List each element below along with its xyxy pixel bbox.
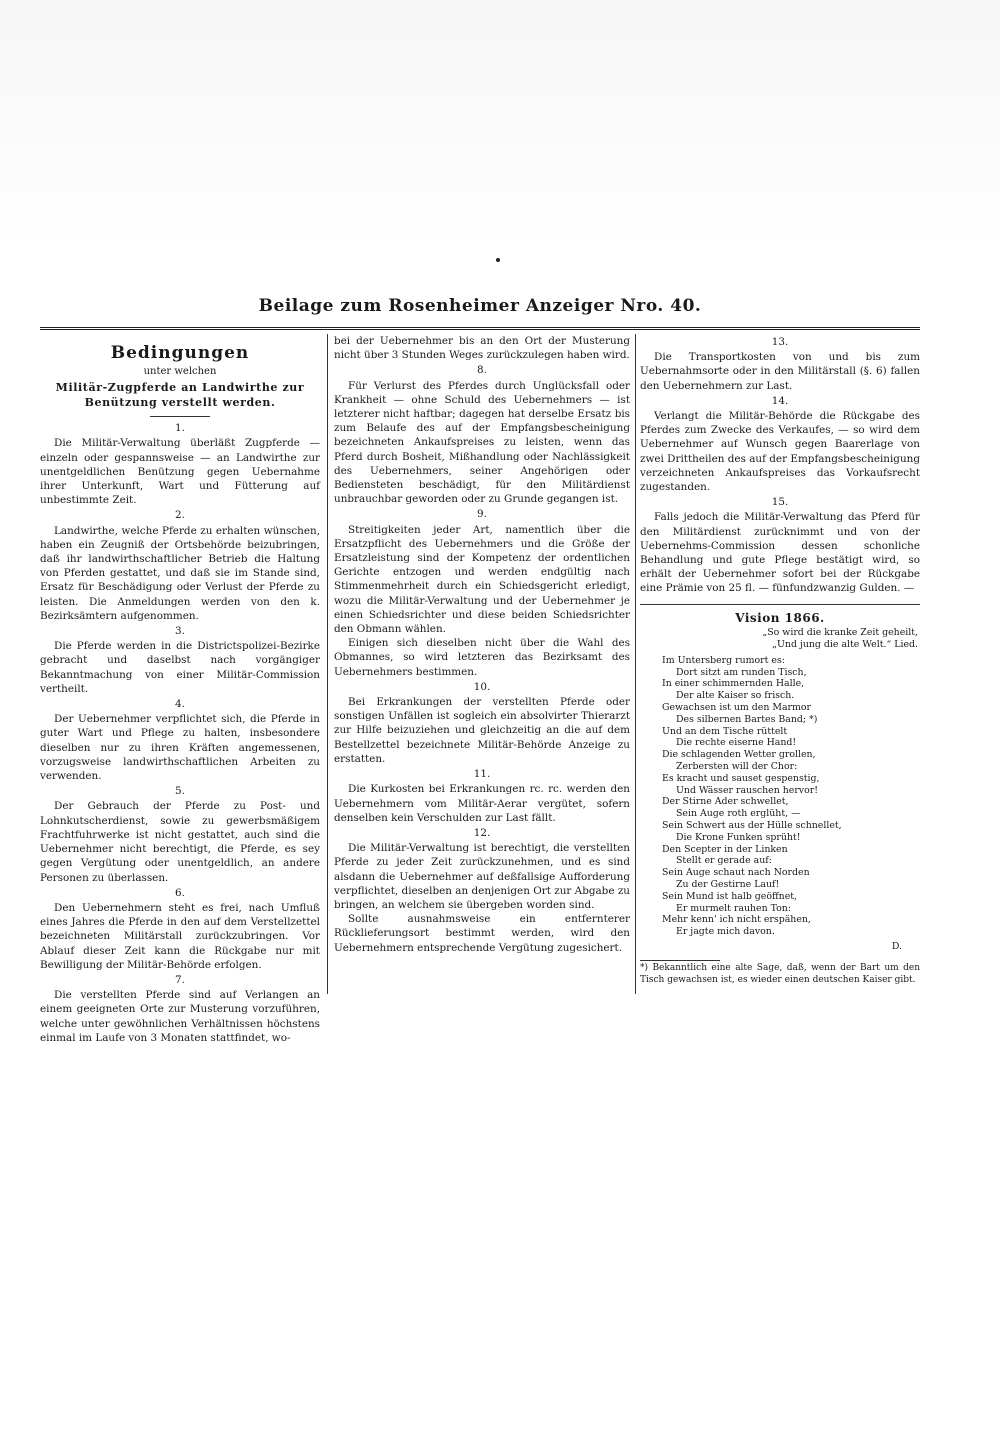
- section-number: 7.: [175, 973, 185, 986]
- poem-line: Gewachsen ist um den Marmor: [662, 702, 812, 714]
- section-text: Verlangt die Militär-Behörde die Rückgabe des Pferdes zum Zwecke des Verkaufes, — so wird dem Uebernehmer auf Wunsch gegen Baarerlage von zwei Drittheilen des auf der Empfangsbescheinigung verzeichneten Ankaufspreises das Vorkaufsrecht zugestanden.: [640, 410, 920, 494]
- poem-line: Und an dem Tische rüttelt: [662, 725, 788, 737]
- section-number: 4.: [175, 698, 185, 711]
- poem-line: Der alte Kaiser so frisch.: [676, 690, 795, 702]
- poem-line: Sein Auge roth erglüht, —: [676, 808, 801, 820]
- section-text: Den Uebernehmern steht es frei, nach Umfluß eines Jahres die Pferde in den auf dem Verstellzettel bezeichneten Militärstall zurückzubringen. Vor Ablauf dieser Zeit kann die Rückgabe nur mit Bewilligung der Militär-Behörde erfolgen.: [40, 901, 320, 971]
- column-2: [334, 334, 630, 955]
- section-number: 3.: [175, 625, 185, 638]
- poem-line: Sein Auge schaut nach Norden: [662, 867, 810, 879]
- epigraph-line: „So wird die kranke Zeit geheilt,: [762, 626, 918, 638]
- section-text: Der Gebrauch der Pferde zu Post- und Lohnkutscherdienst, sowie zu gewerbsmäßigem Frachtfuhrwerke ist nicht gestattet, auch sind die Uebernehmer nicht berechtigt, die Pferde, es sey gegen Vergütung oder unentgeldlich, an andere Personen zu überlassen.: [40, 800, 320, 884]
- poem-line: Die rechte eiserne Hand!: [676, 737, 797, 749]
- poem-line: Die schlagenden Wetter grollen,: [662, 749, 816, 761]
- poem-line: Dort sitzt am runden Tisch,: [676, 666, 807, 678]
- poem: [640, 655, 920, 938]
- section-text: Die Pferde werden in die Districtspolizei-Bezirke gebracht und daselbst nach vorgängiger Bekanntmachung von einer Militär-Commission vertheilt.: [40, 640, 320, 695]
- section-text: Die verstellten Pferde sind auf Verlangen an einem geeigneten Orte zur Musterung vorzuführen, welche unter gewöhnlichen Verhältnissen höchstens einmal im Laufe von 3 Monaten stattfindet, wo-: [40, 989, 320, 1044]
- poem-line: Er jagte mich davon.: [676, 926, 775, 938]
- section-text: Die Militär-Verwaltung ist berechtigt, die verstellten Pferde zu jeder Zeit zurückzunehmen, und es sind alsdann die Uebernehmer auf deßfallsige Aufforderung verpflichtet, dieselben an denjenigen Ort zur Abgabe zu bringen, an welchem sie übergeben worden sind.: [334, 842, 630, 911]
- header-rule: [40, 327, 920, 330]
- section-text: Sollte ausnahmsweise ein entfernterer Rücklieferungsort bestimmt werden, wird den Uebernehmern entsprechende Vergütung zugesichert.: [334, 913, 630, 954]
- poem-line: Sein Mund ist halb geöffnet,: [662, 890, 797, 902]
- print-dot: [496, 258, 500, 262]
- column-divider: [327, 334, 328, 994]
- poem-line: Der Stirne Ader schwellet,: [662, 796, 789, 808]
- page-header: Beilage zum Rosenheimer Anzeiger Nro. 40.: [258, 296, 702, 316]
- conditions-subtitle: unter welchen: [143, 366, 217, 377]
- section-number: 9.: [477, 508, 487, 521]
- poem-line: Er murmelt rauhen Ton:: [676, 902, 791, 914]
- column-divider: [635, 334, 636, 994]
- section-number: 6.: [175, 886, 185, 899]
- section-text: Für Verlurst des Pferdes durch Unglücksfall oder Krankheit — ohne Schuld des Uebernehmers — ist letzterer nicht haftbar; dagegen hat derselbe Ersatz bis zum Belaufe des auf der Empfangsbescheinigung bezeichneten Ankaufspreises zu leisten, wenn das Pferd durch Bosheit, Mißhandlung oder Nachlässigkeit des Uebernehmers, seiner Angehörigen oder Bediensteten beschädigt, für den Militärdienst unbrauchbar geworden oder zu Grunde gegangen ist.: [334, 379, 630, 506]
- footnote: *) Bekanntlich eine alte Sage, daß, wenn der Bart um den Tisch gewachsen ist, es wieder einen deutschen Kaiser gibt.: [640, 963, 920, 985]
- poem-line: Mehr kenn' ich nicht erspähen,: [662, 914, 811, 926]
- short-divider: [150, 416, 210, 417]
- section-number: 2.: [175, 509, 185, 522]
- poem-line: Und Wässer rauschen hervor!: [676, 784, 818, 796]
- poem-line: Des silbernen Bartes Band; *): [676, 713, 818, 725]
- continued-text: bei der Uebernehmer bis an den Ort der Musterung nicht über 3 Stunden Weges zurückzulegen haben wird.: [334, 335, 630, 362]
- conditions-heading: Militär-Zugpferde an Landwirthe zur Benützung verstellt werden.: [55, 381, 305, 410]
- poem-line: Es kracht und sauset gespenstig,: [662, 772, 820, 784]
- section-number: 14.: [771, 394, 789, 407]
- column-1: [40, 334, 320, 1045]
- poem-line: In einer schimmernden Halle,: [662, 678, 805, 690]
- section-text: Streitigkeiten jeder Art, namentlich über die Ersatzpflicht des Uebernehmers und die Größe der Ersatzleistung sind der Kompetenz der ordentlichen Gerichte entzogen und werden endgültig nach Stimmenmehrheit durch ein Schiedsgericht erledigt, wozu die Militär-Verwaltung und der Uebernehmer je einen Schiedsrichter und diese beiden Schiedsrichter den Obmann wählen.: [334, 523, 630, 636]
- section-text: Die Transportkosten von und bis zum Uebernahmsorte oder in den Militärstall (§. 6) fallen den Uebernehmern zur Last.: [640, 351, 920, 392]
- section-number: 12.: [473, 826, 491, 839]
- page-bleed-area: [0, 0, 1000, 250]
- poem-signature: D.: [891, 940, 902, 952]
- poem-line: Stellt er gerade auf:: [676, 855, 772, 867]
- poem-line: Zu der Gestirne Lauf!: [676, 879, 780, 890]
- section-text: Die Militär-Verwaltung überläßt Zugpferde — einzeln oder gespannsweise — an Landwirthe zur unentgeldlichen Benützung gegen Uebernahme ihrer Unterkunft, Wart und Fütterung auf unbestimmte Zeit.: [40, 437, 320, 507]
- section-number: 15.: [771, 496, 789, 509]
- poem-divider: [640, 604, 920, 605]
- poem-line: Die Krone Funken sprüht!: [676, 831, 801, 843]
- poem-title: Vision 1866.: [735, 610, 825, 625]
- section-number: 11.: [473, 768, 491, 781]
- section-number: 1.: [175, 422, 185, 435]
- section-number: 13.: [771, 336, 789, 348]
- epigraph-line: „Und jung die alte Welt.“ Lied.: [772, 638, 918, 650]
- conditions-title: Bedingungen: [110, 343, 250, 363]
- poem-line: Den Scepter in der Linken: [662, 843, 788, 855]
- poem-line: Sein Schwert aus der Hülle schnellet,: [662, 820, 842, 832]
- section-number: 5.: [175, 785, 185, 798]
- section-text: Landwirthe, welche Pferde zu erhalten wünschen, haben ein Zeugniß der Ortsbehörde beizubringen, daß ihr landwirthschaftlicher Betrieb die Haltung von Pferden gestattet, und daß sie im Stande sind, Ersatz für Beschädigung oder Verlust der Pferde zu leisten. Die Anmeldungen werden von den k. Bezirksämtern aufgenommen.: [40, 524, 320, 622]
- section-text: Die Kurkosten bei Erkrankungen rc. rc. werden den Uebernehmern vom Militär-Aerar vergütet, sofern denselben kein Verschulden zur Last fällt.: [334, 783, 630, 824]
- poem-line: Zerbersten will der Chor:: [676, 761, 798, 773]
- section-text: Bei Erkrankungen der verstellten Pferde oder sonstigen Unfällen ist sogleich ein absolvirter Thierarzt zur Hilfe beizuziehen und gleichzeitig an die auf dem Bestellzettel bezeichnete Militär-Behörde Anzeige zu erstatten.: [334, 696, 630, 765]
- section-number: 10.: [473, 680, 491, 693]
- section-text: Falls jedoch die Militär-Verwaltung das Pferd für den Militärdienst zurücknimmt und von der Uebernehms-Commission dessen schonliche Behandlung und gute Pflege bestätigt wird, so erhält der Uebernehmer sofort bei der Rückgabe eine Prämie von 25 fl. — fünfundzwanzig Gulden. —: [640, 511, 920, 595]
- section-text: Der Uebernehmer verpflichtet sich, die Pferde in guter Wart und Pflege zu halten, insbesondere dieselben nur zu ihren Kräften angemessenen, vorzugsweise landwirthschaftlichen Arbeiten zu verwenden.: [40, 713, 320, 783]
- poem-line: Im Untersberg rumort es:: [662, 654, 785, 666]
- column-3: [640, 334, 920, 986]
- section-text: Einigen sich dieselben nicht über die Wahl des Obmannes, so wird letzteren das Bezirksamt des Uebernehmers bestimmen.: [334, 637, 630, 678]
- section-number: 8.: [477, 364, 487, 377]
- footnote-rule: [640, 960, 720, 961]
